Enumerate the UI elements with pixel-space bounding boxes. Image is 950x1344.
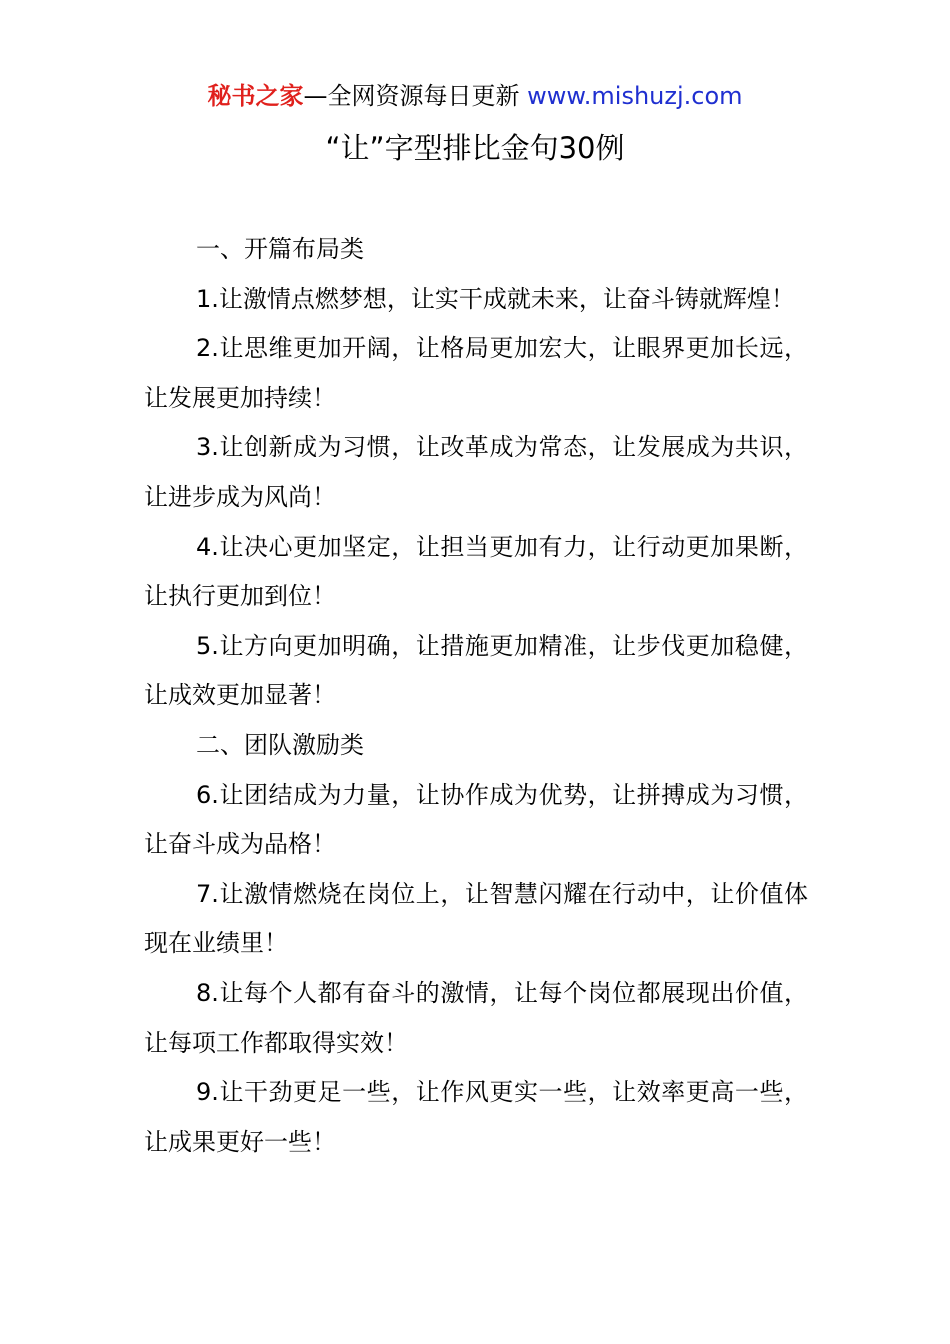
- list-item: 8.让每个人都有奋斗的激情，让每个岗位都展现出价值，让每项工作都取得实效！: [144, 978, 808, 1057]
- document-title: “让”字型排比金句30例: [325, 131, 625, 165]
- brand-tagline: —全网资源每日更新: [303, 82, 520, 110]
- list-item: 3.让创新成为习惯，让改革成为常态，让发展成为共识，让进步成为风尚！: [144, 433, 808, 511]
- list-item: 9.让干劲更足一些，让作风更实一些，让效率更高一些，让成果更好一些！: [144, 1078, 808, 1156]
- list-item: 2.让思维更加开阔，让格局更加宏大，让眼界更加长远，让发展更加持续！: [144, 334, 808, 412]
- document-body: [144, 225, 808, 1167]
- section-heading-2: 二、团队激励类: [196, 730, 364, 759]
- site-url-link[interactable]: www.mishuzj.com: [527, 82, 743, 110]
- list-item: 4.让决心更加坚定，让担当更加有力，让行动更加果断，让执行更加到位！: [144, 532, 808, 611]
- list-item: 1.让激情点燃梦想，让实干成就未来，让奋斗铸就辉煌！: [196, 284, 795, 313]
- list-item: 7.让激情燃烧在岗位上，让智慧闪耀在行动中，让价值体现在业绩里！: [144, 879, 808, 958]
- site-header: [0, 80, 950, 112]
- brand-name: 秘书之家: [207, 82, 304, 110]
- section-heading-1: 一、开篇布局类: [196, 235, 364, 263]
- list-item: 5.让方向更加明确，让措施更加精准，让步伐更加稳健，让成效更加显著！: [144, 631, 808, 710]
- list-item: 6.让团结成为力量，让协作成为优势，让拼搏成为习惯，让奋斗成为品格！: [144, 780, 808, 859]
